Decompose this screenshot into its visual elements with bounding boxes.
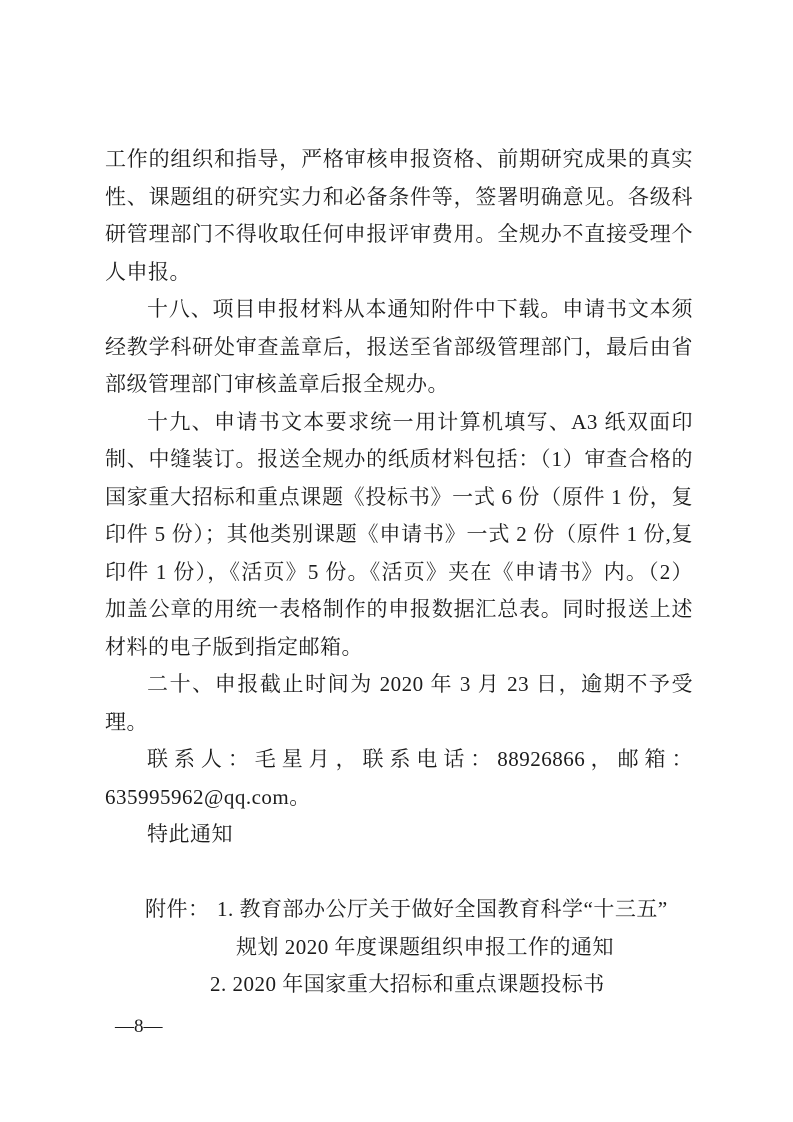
page-number: —8— [115,1016,163,1037]
attachment-row-1 [145,891,693,929]
contact-email-line: 635995962@qq.com。 [105,784,311,809]
document-body [105,141,693,1004]
attachments-block [105,891,693,1004]
attachment-item-1-line-1: 1. 教育部办公厅关于做好全国教育科学“十三五” [217,897,668,921]
paragraph-item-19: 十九、申请书文本要求统一用计算机填写、A3 纸双面印制、中缝装订。报送全规办的纸质材料包括：（1）审查合格的国家重大招标和重点课题《投标书》一式 6 份（原件 1 份，复印件 5 份）；其他类别课题《申请书》一式 2 份（原件 1 份,复印件 1 份），《活页》5 份。《活页》夹在《申请书》内。（2）加盖公章的用统一表格制作的申报数据汇总表。同时报送上述材料的电子版到指定邮箱。 [105,409,693,659]
contact-line: 联系人：毛星月，联系电话：88926866，邮箱： [147,747,693,771]
attachment-item-2: 2. 2020 年国家重大招标和重点课题投标书 [210,972,605,996]
paragraph-item-18: 十八、项目申报材料从本通知附件中下载。申请书文本须经教学科研处审查盖章后，报送至省部级管理部门，最后由省部级管理部门审核盖章后报全规办。 [105,297,693,396]
closing-notice: 特此通知 [147,822,233,846]
attachments-label: 附件： [145,897,210,921]
paragraph-continuation: 工作的组织和指导，严格审核申报资格、前期研究成果的真实性、课题组的研究实力和必备条件等，签署明确意见。各级科研管理部门不得收取任何申报评审费用。全规办不直接受理个人申报。 [105,147,693,284]
paragraph-item-20: 二十、申报截止时间为 2020 年 3 月 23 日，逾期不予受理。 [105,672,693,734]
attachment-item-1-line-2: 规划 2020 年度课题组织申报工作的通知 [236,934,614,959]
